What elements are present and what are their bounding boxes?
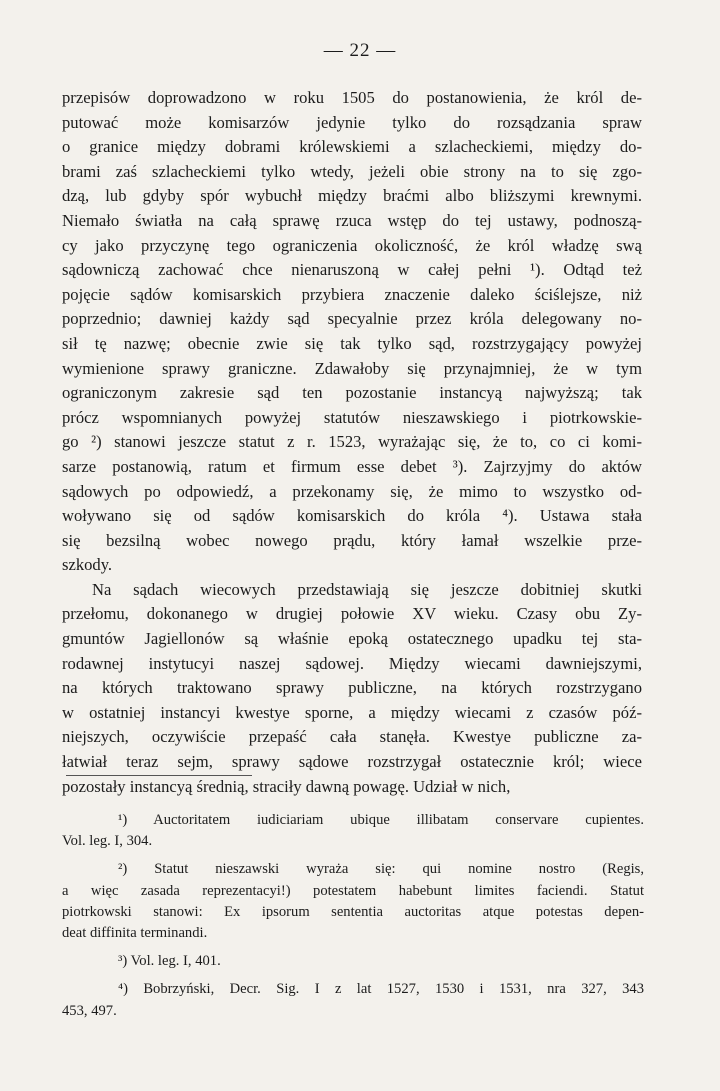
footnote-2 xyxy=(62,859,644,944)
footnote-divider xyxy=(66,775,252,776)
text-line: Niemało światła na całą sprawę rzuca wstęp do tej ustawy, podnoszą- xyxy=(62,210,642,230)
text-line: dzą, lub gdyby spór wybuchł między braćmi albo bliższymi krewnymi. xyxy=(62,186,642,206)
text-line: się bezsilną wobec nowego prądu, który łamał wszelkie prze- xyxy=(62,530,642,550)
text-line: w ostatniej instancyi kwestye sporne, a między wiecami z czasów póź- xyxy=(62,702,642,722)
footnote-line: Vol. leg. I, 304. xyxy=(62,833,153,850)
footnote-1 xyxy=(62,810,644,852)
main-text xyxy=(62,86,642,799)
footnote-line: piotrkowski stanowi: Ex ipsorum sententia auctoritas atque potestas depen- xyxy=(62,903,644,920)
text-line: Na sądach wiecowych przedstawiają się jeszcze dobitniej skutki xyxy=(92,579,642,599)
text-line: o granice między dobrami królewskiemi a szlacheckiemi, między do- xyxy=(62,137,642,157)
text-line: przełomu, dokonanego w drugiej połowie XV wieku. Czasy obu Zy- xyxy=(62,604,642,624)
text-line: putować może komisarzów jedynie tylko do rozsądzania spraw xyxy=(62,112,642,132)
text-line: przepisów doprowadzono w roku 1505 do postanowienia, że król de- xyxy=(62,88,642,107)
text-line: go ²) stanowi jeszcze statut z r. 1523, wyrażając się, że to, co ci komi- xyxy=(62,432,642,452)
footnote-line: ¹) Auctoritatem iudiciariam ubique illibatam conservare cupientes. xyxy=(118,812,644,828)
text-line: brami zaś szlacheckiemi tylko wtedy, jeżeli obie strony na to się zgo- xyxy=(62,161,642,181)
text-line: niejszych, oczywiście przepaść cała stanęła. Kwestye publiczne za- xyxy=(62,727,642,747)
text-line: cy jako przyczynę tego ograniczenia okoliczność, że król władzę swą xyxy=(62,235,642,255)
text-line: woływano się od sądów komisarskich do króla ⁴). Ustawa stała xyxy=(62,506,642,526)
text-line: poprzednio; dawniej każdy sąd specyalnie przez króla delegowany no- xyxy=(62,309,642,329)
footnote-line: deat diffinita terminandi. xyxy=(62,924,208,941)
text-line: sądowych po odpowiedź, a przekonamy się, że mimo to wszystko od- xyxy=(62,481,642,501)
text-line: pojęcie sądów komisarskich przybiera znaczenie daleko ściślejsze, niż xyxy=(62,284,642,304)
text-line: pozostały instancyą średnią, straciły dawną powagę. Udział w nich, xyxy=(62,776,511,796)
footnote-3 xyxy=(62,951,644,972)
footnote-line: 453, 497. xyxy=(62,1002,117,1019)
text-line: wymienione sprawy graniczne. Zdawałoby się przynajmniej, że w tym xyxy=(62,358,642,378)
text-line: gmuntów Jagiellonów są właśnie epoką ostatecznego upadku tej sta- xyxy=(62,629,642,649)
footnotes xyxy=(62,810,644,1029)
text-line: sił tę nazwę; obecnie zwie się tak tylko sąd, rozstrzygający powyżej xyxy=(62,333,642,353)
text-line: rodawnej instytucyi naszej sądowej. Między wiecami dawniejszymi, xyxy=(62,653,642,673)
page-number: — 22 — xyxy=(323,40,397,61)
text-line: prócz wspomnianych powyżej statutów nieszawskiego i piotrkowskie- xyxy=(62,407,642,427)
text-line: na których traktowano sprawy publiczne, na których rozstrzygano xyxy=(62,678,642,698)
text-line: łatwiał teraz sejm, sprawy sądowe rozstrzygał ostatecznie król; wiece xyxy=(62,752,642,772)
text-line: ograniczonym zakresie sąd ten pozostanie instancyą najwyższą; tak xyxy=(62,383,642,403)
footnote-line: ⁴) Bobrzyński, Decr. Sig. I z lat 1527, 1530 i 1531, nra 327, 343 xyxy=(118,981,644,998)
footnote-line: a więc zasada reprezentacyi!) potestatem habebunt limites faciendi. Statut xyxy=(62,882,644,899)
footnote-line: ³) Vol. leg. I, 401. xyxy=(118,953,221,970)
footnote-4 xyxy=(62,979,644,1021)
text-line: sarze postanowią, ratum et firmum esse debet ³). Zajrzyjmy do aktów xyxy=(62,456,642,476)
text-line: szkody. xyxy=(62,555,113,575)
footnote-line: ²) Statut nieszawski wyraża się: qui nomine nostro (Regis, xyxy=(118,861,644,878)
text-line: sądowniczą zachować chce nienaruszoną w całej pełni ¹). Odtąd też xyxy=(62,260,642,280)
